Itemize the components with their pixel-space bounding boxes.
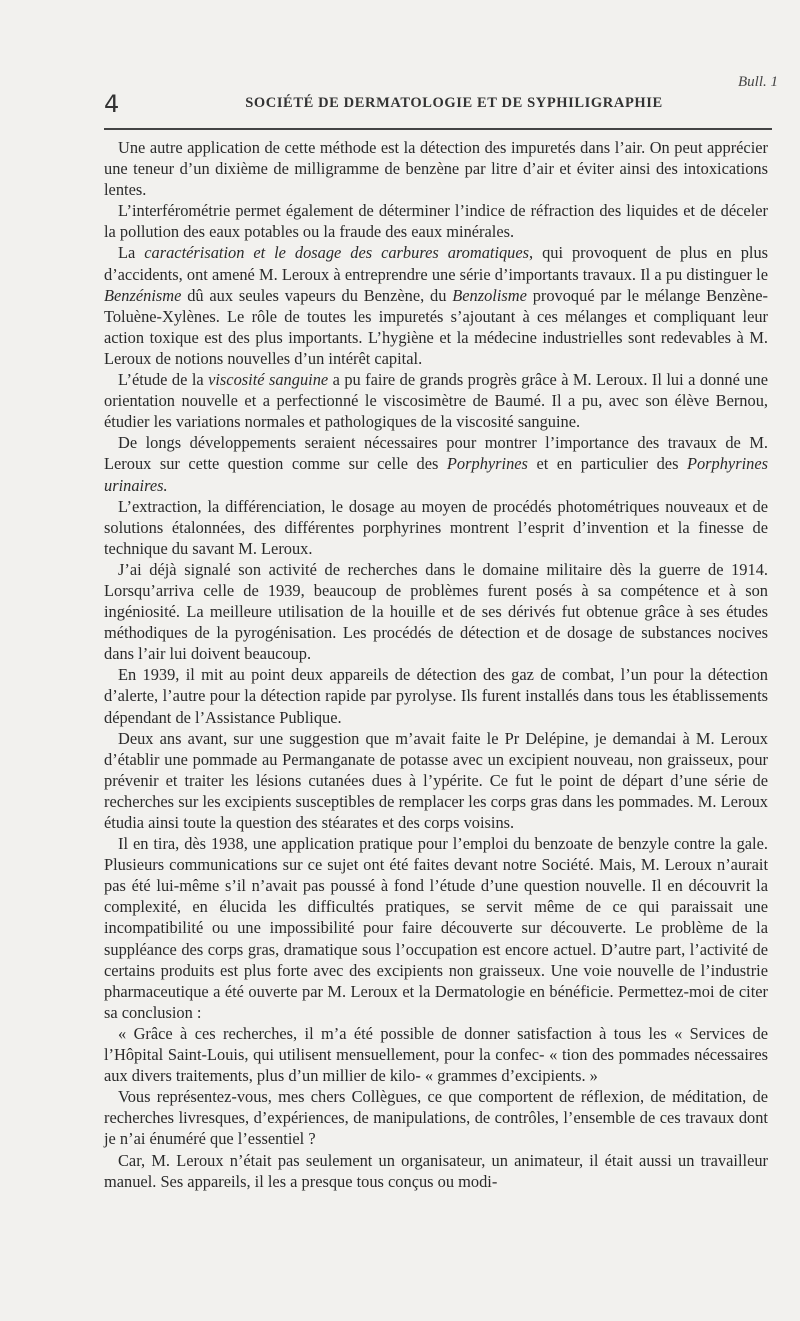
paragraph-text: dû aux seules vapeurs du Benzène, du: [181, 285, 453, 305]
body-paragraph: [104, 1086, 768, 1149]
italic-text: Porphyrines urinaires.: [104, 454, 768, 495]
body-paragraph: [104, 496, 768, 559]
paragraph-text: Car, M. Leroux n’était pas seulement un organisateur, un animateur, il était aussi un travailleur manuel. Ses appareils, il les a presque tous conçus ou modi-: [104, 1150, 768, 1191]
paragraph-text: , qui provoquent de plus en plus d’accidents, ont amené M. Leroux à entreprendre une série d’importants travaux. Il a pu distinguer le: [104, 243, 769, 284]
paragraph-text: La: [118, 243, 145, 263]
paragraph-text: En 1939, il mit au point deux appareils de détection des gaz de combat, l’un pour la détection d’alerte, l’autre pour la détection rapide par pyrolyse. Ils furent installés dans tous les établissements dépendant de l’Assistance Publique.: [104, 665, 768, 727]
italic-text: viscosité sanguine: [208, 370, 329, 390]
paragraph-text: et en particulier des: [527, 454, 687, 474]
bulletin-corner-note: Bull. 1: [738, 74, 778, 90]
body-paragraph: [104, 137, 768, 200]
body-paragraph: [104, 728, 768, 833]
paragraph-text: Vous représentez-vous, mes chers Collègues, ce que comportent de réflexion, de méditation, de recherches livresques, d’expériences, de manipulations, de contrôles, l’ensemble de ces travaux dont je n’ai énuméré que l’essentiel ?: [104, 1087, 768, 1149]
body-paragraph: [104, 833, 768, 1023]
italic-text: Porphyrines: [446, 454, 528, 474]
italic-text: Benzénisme: [104, 285, 182, 305]
paragraph-text: L’interférométrie permet également de déterminer l’indice de réfraction des liquides et de déceler la pollution des eaux potables ou la fraude des eaux minérales.: [104, 201, 768, 242]
paragraph-text: L’extraction, la différenciation, le dosage au moyen de procédés photométriques nouveaux et de solutions étalonnées, des différentes porphyrines montrent l’esprit d’invention et la finesse de technique du savant M. Leroux.: [104, 496, 768, 558]
paragraph-text: provoqué par le mélange Benzène-Toluène-Xylènes. Le rôle de toutes les impuretés s’ajoutant à ces mélanges et compliquant leur action toxique est des plus importants. L’hygiène et la médecine industrielles sont redevables à M. Leroux de notions nouvelles d’un intérêt capital.: [104, 285, 768, 368]
article-body: [104, 137, 768, 1192]
paragraph-text: De longs développements seraient nécessaires pour montrer l’importance des travaux de M. Leroux sur cette question comme sur celle des: [104, 433, 768, 474]
body-paragraph: [104, 432, 768, 495]
body-paragraph: [104, 559, 768, 664]
paragraph-text: a pu faire de grands progrès grâce à M. Leroux. Il lui a donné une orientation nouvelle et a perfectionné le viscosimètre de Baumé. Il a pu, avec son élève Bernou, étudier les variations normales et pathologiques de la viscosité sanguine.: [104, 370, 768, 432]
running-title: SOCIÉTÉ DE DERMATOLOGIE ET DE SYPHILIGRAPHIE: [245, 95, 663, 111]
paragraph-text: Deux ans avant, sur une suggestion que m’avait faite le Pr Delépine, je demandai à M. Leroux d’établir une pommade au Permanganate de potasse avec un excipient nouveau, non graisseux, pour prévenir et traiter les lésions cutanées dues à l’ypérite. Ce fut le point de départ d’une série de recherches sur les excipients susceptibles de remplacer les corps gras dans les pommades. M. Leroux étudia ainsi toute la question des stéarates et des corps voisins.: [104, 728, 768, 832]
body-paragraph: [104, 369, 768, 432]
page-header: [104, 90, 764, 120]
body-paragraph: [104, 242, 768, 369]
body-paragraph: [104, 1150, 768, 1192]
paragraph-text: L’étude de la: [118, 370, 209, 390]
header-rule: [104, 128, 772, 130]
italic-text: Benzolisme: [452, 285, 527, 305]
italic-text: caractérisation et le dosage des carbures aromatiques: [144, 243, 530, 263]
paragraph-text: Une autre application de cette méthode est la détection des impuretés dans l’air. On peut apprécier une teneur d’un dixième de milligramme de benzène par litre d’air et éviter ainsi des intoxications lentes.: [104, 138, 768, 200]
page-number: 4: [104, 90, 120, 118]
body-paragraph: [104, 664, 768, 727]
paragraph-text: J’ai déjà signalé son activité de recherches dans le domaine militaire dès la guerre de 1914. Lorsqu’arriva celle de 1939, beaucoup de problèmes furent posés à sa compétence et à son ingéniosité. La meilleure utilisation de la houille et de ses dérivés fut obtenue grâce à ses études méthodiques de la pyrogénisation. Les procédés de détection et de dosage de substances nocives dans l’air lui doivent beaucoup.: [104, 559, 768, 664]
quote-paragraph: [104, 1023, 768, 1086]
paragraph-text: Il en tira, dès 1938, une application pratique pour l’emploi du benzoate de benzyle contre la gale. Plusieurs communications sur ce sujet ont été faites devant notre Société. Mais, M. Leroux n’aurait pas été lui-même s’il n’avait pas poussé à fond l’étude d’une question nouvelle. Il en découvrit la complexité, en élucida les difficultés pratiques, se servit même de ce qui paraissait une incompatibilité ou une impossibilité pour faire découverte sur découverte. Le problème de la suppléance des corps gras, dramatique sous l’occupation est encore actuel. D’autre part, l’activité de certains produits est plus forte avec des excipients non graisseux. Une voie nouvelle de l’industrie pharmaceutique a été ouverte par M. Leroux et la Dermatologie en bénéficie. Permettez-moi de citer sa conclusion :: [104, 834, 768, 1022]
body-paragraph: [104, 200, 768, 242]
paragraph-text: « Grâce à ces recherches, il m’a été possible de donner satisfaction à tous les « Services de l’Hôpital Saint-Louis, qui utilisent mensuellement, pour la confec- « tion des pommades nécessaires aux divers traitements, plus d’un millier de kilo- « grammes d’excipients. »: [104, 1023, 768, 1086]
